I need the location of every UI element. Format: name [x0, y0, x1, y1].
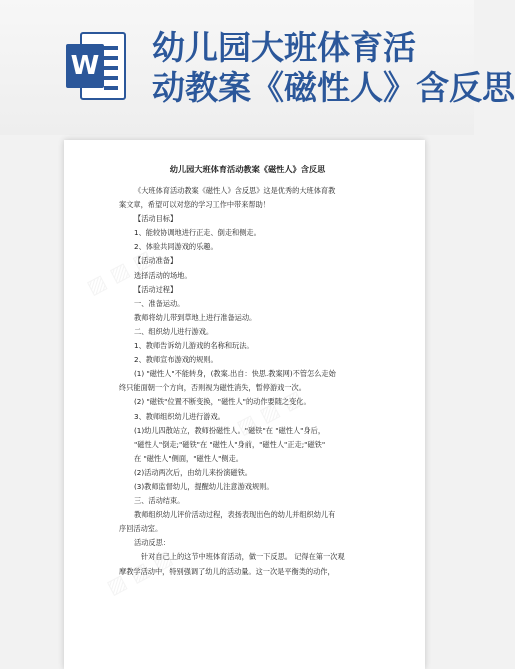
paragraph-line: 序回活动室。 — [119, 524, 163, 534]
paragraph-line: 三、活动结束。 — [134, 496, 185, 506]
word-logo-letter: W — [66, 44, 104, 88]
paragraph-line: 2、教师宣布游戏的规则。 — [134, 355, 218, 365]
paragraph-line: (3)教师监督幼儿，提醒幼儿注意游戏规则。 — [134, 481, 274, 491]
paragraph-line: 1、能较协调地进行正走、倒走和侧走。 — [134, 228, 261, 238]
paragraph-line: 3、教师组织幼儿进行游戏。 — [134, 411, 225, 421]
text-line-shape — [104, 66, 118, 70]
paragraph-line: 针对自己上的这节中班体育活动，做一下反思。 记得在第一次观 — [141, 552, 345, 562]
paragraph-line: 选择活动的场地。 — [134, 270, 192, 280]
document-page — [64, 140, 425, 669]
paragraph-line: 案文章，希望可以对您的学习工作中带来帮助！ — [119, 200, 270, 210]
paragraph-line: 2、体验共同游戏的乐趣。 — [134, 242, 218, 252]
paragraph-line: 《大班体育活动教案《磁性人》含反思》这是优秀的大班体育教 — [134, 186, 336, 195]
paragraph-line: 【活动准备】 — [134, 256, 178, 266]
document-lines — [119, 184, 376, 579]
header-banner — [0, 0, 515, 135]
paragraph-line: (2)活动两次后，由幼儿来扮演磁铁。 — [134, 467, 252, 477]
paragraph-line: 活动反思： — [134, 538, 170, 548]
paragraph-line: "磁性人"倒走;"磁铁"在 "磁性人"身前，"磁性人"正走;"磁铁" — [134, 439, 326, 449]
banner-title-line-1: 幼儿园大班体育活 — [152, 28, 416, 67]
document-title: 幼儿园大班体育活动教案《磁性人》含反思 — [169, 164, 326, 174]
text-line-shape — [104, 46, 118, 50]
paragraph-line: 在 "磁性人"侧面，"磁性人"侧走。 — [134, 453, 243, 463]
paragraph-line: 摩教学活动中，特别强调了幼儿的活动量。这一次是平衡类的动作， — [119, 566, 335, 576]
paragraph-line: 终只能面朝一个方向，否则视为磁性消失，暂停游戏一次。 — [119, 383, 306, 393]
document-body — [119, 162, 376, 579]
paragraph-line: (1)幼儿四散站立，教师扮磁性人。"磁铁"在 "磁性人"身后， — [134, 425, 326, 435]
banner-title-line-2: 动教案《磁性人》含反思 — [152, 68, 515, 107]
paragraph-line: 教师组织幼儿评价活动过程，表扬表现出色的幼儿并组织幼儿有 — [134, 510, 336, 520]
paragraph-line: 1、教师告诉幼儿游戏的名称和玩法。 — [134, 341, 254, 351]
paragraph-line: 【活动过程】 — [134, 284, 178, 294]
paragraph-line: 教师将幼儿带到草地上进行准备运动。 — [134, 312, 257, 322]
paragraph-line: 一、准备运动。 — [134, 298, 185, 308]
text-line-shape — [104, 56, 118, 60]
paragraph-line: (2) "磁铁"位置不断变换，"磁性人"的动作要随之变化。 — [134, 397, 311, 407]
word-document-icon — [66, 30, 128, 104]
paragraph-line: 【活动目标】 — [134, 214, 178, 224]
paragraph-line: 二、组织幼儿进行游戏。 — [134, 326, 214, 336]
banner-title — [152, 28, 515, 108]
text-line-shape — [104, 86, 118, 90]
paragraph-line: (1) "磁性人"不能转身，(教案.出自：快思.教案网)不管怎么走始 — [134, 369, 336, 379]
text-line-shape — [104, 76, 118, 80]
